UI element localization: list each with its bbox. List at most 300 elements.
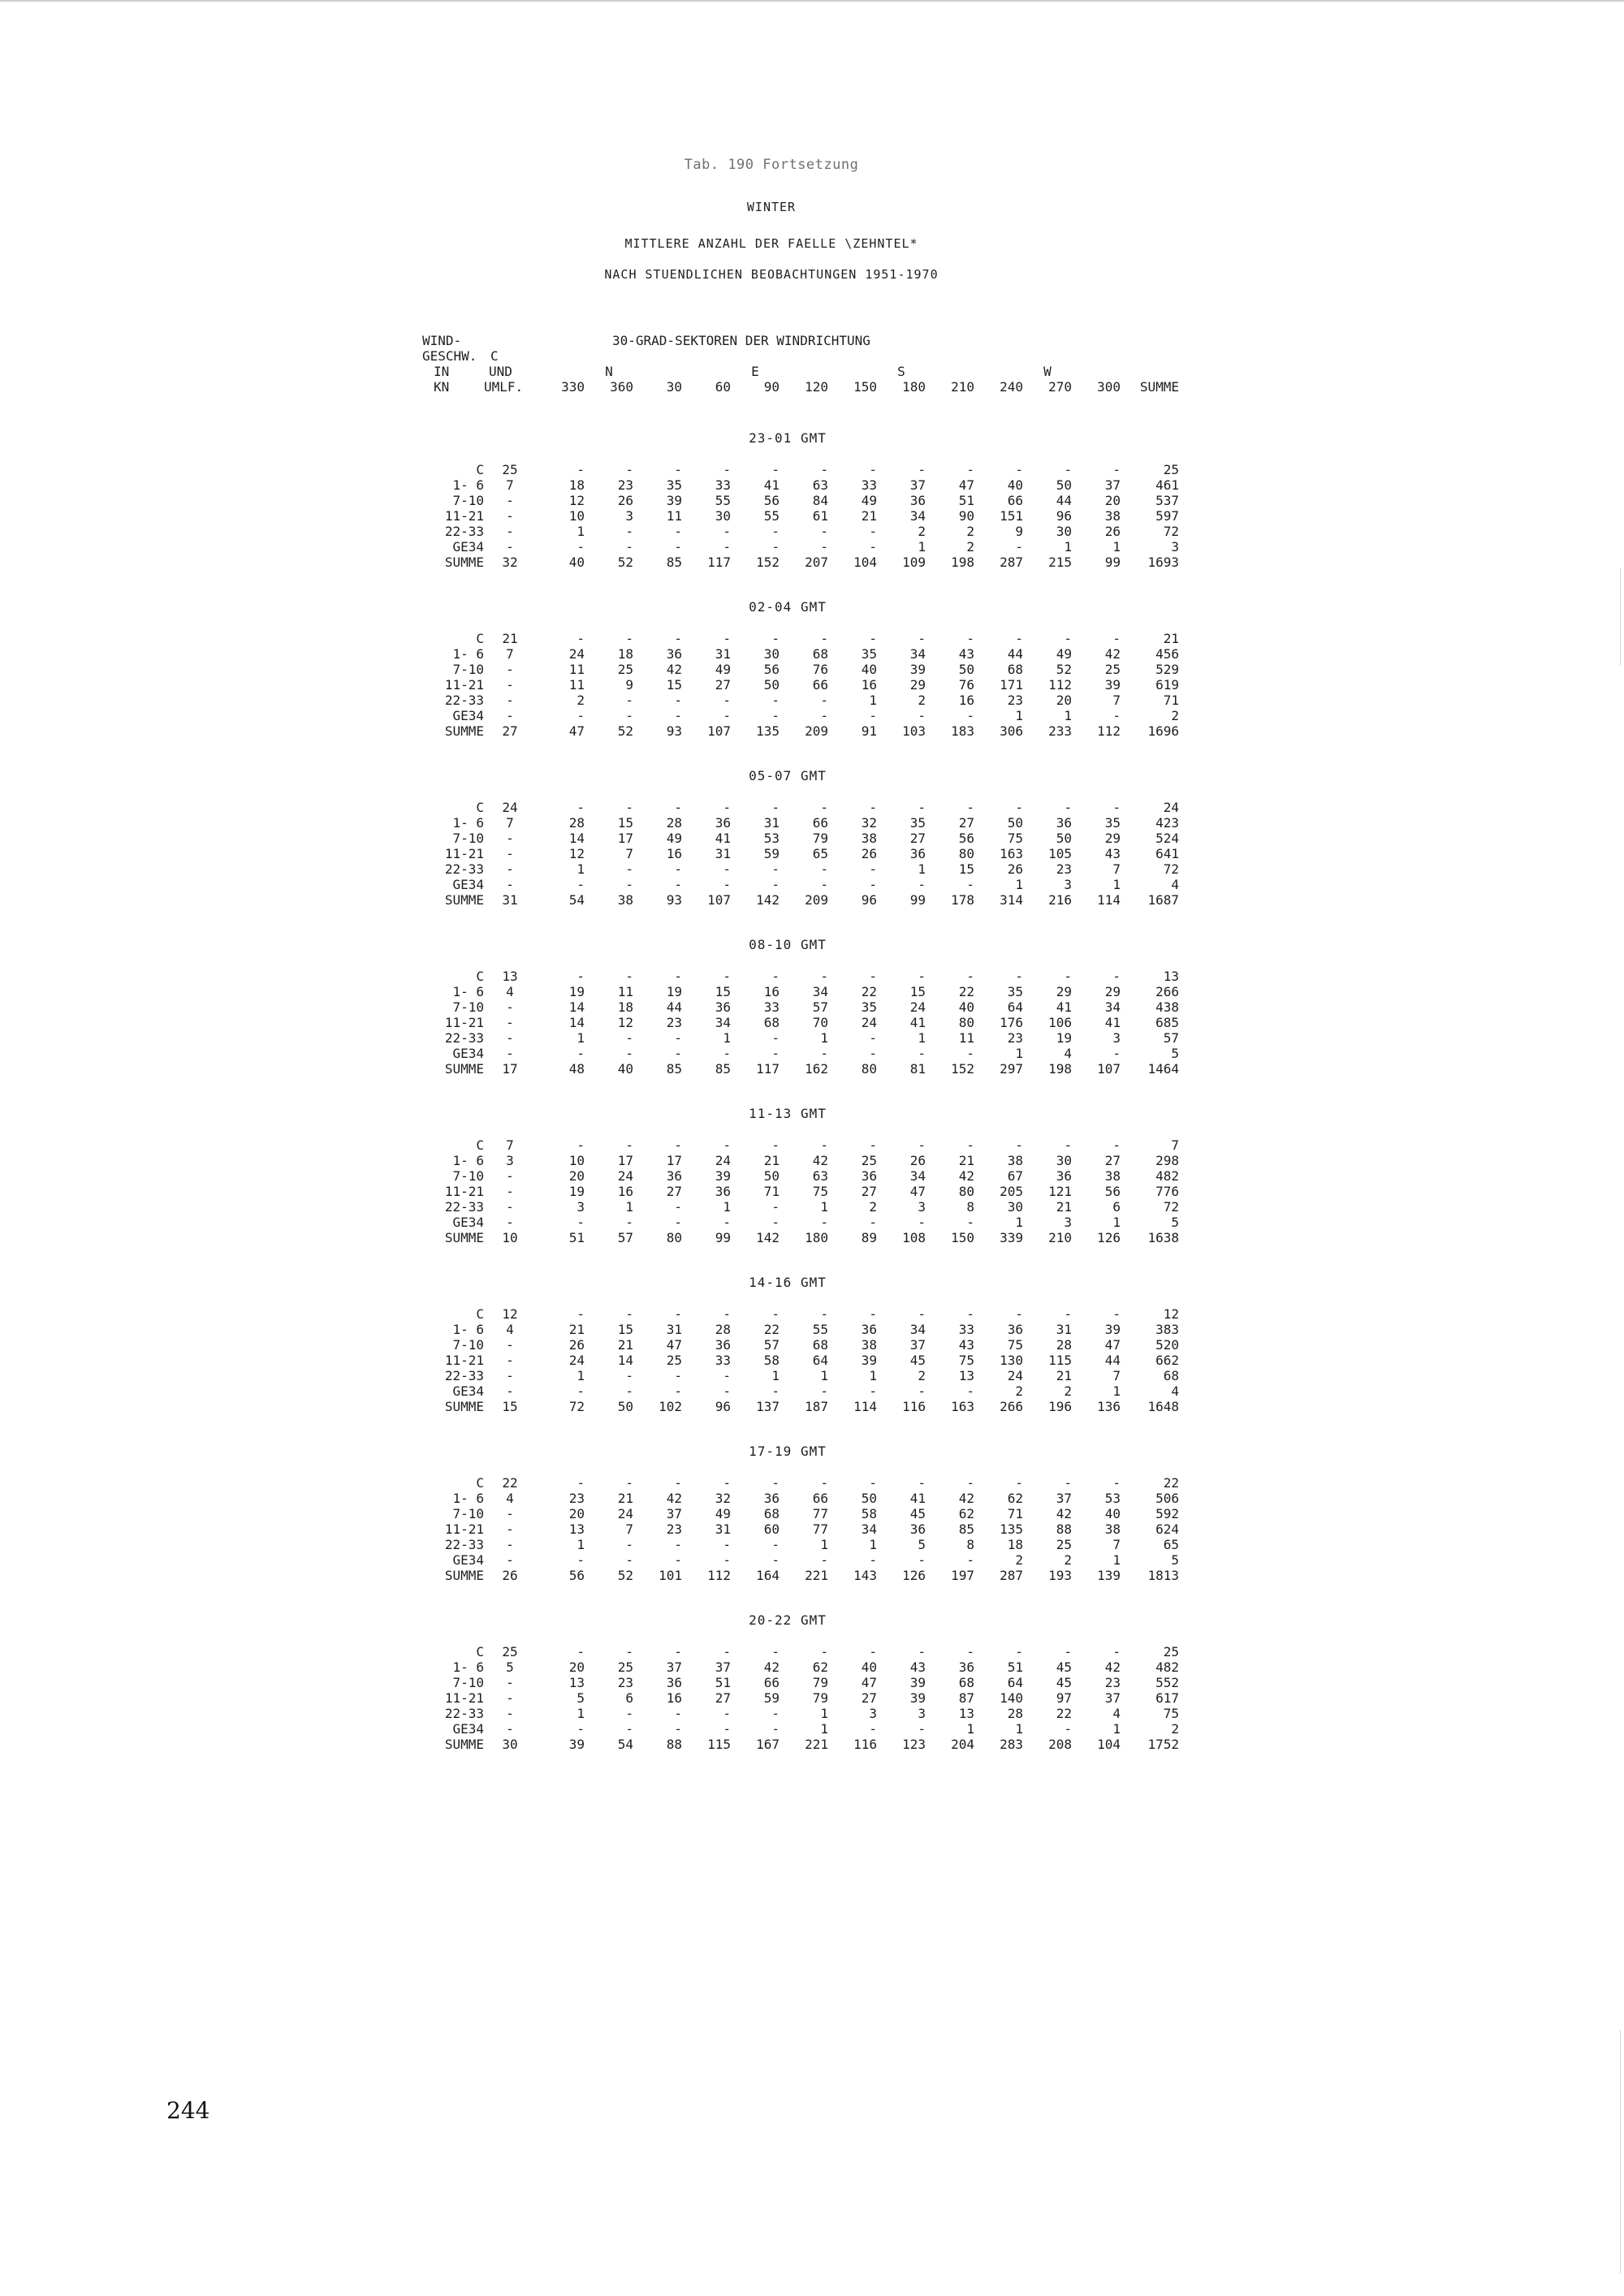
table-cell: -: [674, 969, 682, 984]
table-cell: -: [869, 1215, 877, 1230]
section-time-label: 08-10 GMT: [749, 937, 827, 952]
table-row: [422, 524, 1202, 539]
table-cell: -: [625, 1475, 633, 1491]
row-label: 22-33: [444, 524, 484, 539]
table-cell: 180: [805, 1230, 828, 1245]
table-cell: -: [771, 708, 780, 723]
table-cell: 35: [666, 477, 682, 493]
row-sum: 1693: [1147, 555, 1179, 570]
table-cell: 41: [909, 1015, 926, 1030]
table-cell: -: [771, 462, 780, 477]
table-cell: 38: [617, 892, 633, 908]
table-cell: 85: [666, 555, 682, 570]
table-cell: 42: [1056, 1506, 1072, 1521]
table-row: [422, 1659, 1202, 1675]
table-cell: 44: [1104, 1353, 1121, 1368]
table-cell: -: [869, 1721, 877, 1737]
table-cell: 7: [1112, 1537, 1121, 1552]
table-cell: 339: [1000, 1230, 1023, 1245]
table-cell: -: [577, 539, 585, 555]
table-cell: 30: [1056, 524, 1072, 539]
table-cell: 18: [568, 477, 585, 493]
table-cell: 137: [756, 1399, 780, 1414]
table-cell: 7: [1112, 861, 1121, 877]
table-cell: 42: [1104, 646, 1121, 662]
table-cell: 3: [577, 1199, 585, 1215]
table-cell: 207: [805, 555, 828, 570]
table-cell: 24: [617, 1168, 633, 1184]
table-cell: 5: [577, 1690, 585, 1706]
table-cell: 208: [1048, 1737, 1072, 1752]
row-label: 7-10: [452, 1506, 484, 1521]
row-label: 11-21: [444, 1690, 484, 1706]
table-cell: 10: [502, 1230, 518, 1245]
table-cell: 204: [951, 1737, 974, 1752]
time-section: [422, 768, 1202, 908]
table-cell: 23: [666, 1015, 682, 1030]
table-cell: 50: [1007, 815, 1023, 831]
table-cell: 36: [715, 1184, 731, 1199]
table-cell: 7: [625, 1521, 633, 1537]
table-row: [422, 1475, 1202, 1491]
table-cell: -: [869, 861, 877, 877]
table-cell: 32: [861, 815, 877, 831]
table-cell: 27: [1104, 1153, 1121, 1168]
table-cell: 70: [812, 1015, 828, 1030]
table-cell: 36: [1007, 1322, 1023, 1337]
table-cell: 96: [861, 892, 877, 908]
table-cell: 32: [715, 1491, 731, 1506]
header-wind: WIND-: [422, 333, 462, 348]
table-cell: 3: [1064, 1215, 1072, 1230]
row-label: 22-33: [444, 861, 484, 877]
table-cell: 36: [763, 1491, 780, 1506]
table-cell: 1: [577, 861, 585, 877]
row-sum: 619: [1155, 677, 1179, 693]
table-cell: 287: [1000, 555, 1023, 570]
header-sum: SUMME: [1139, 379, 1179, 395]
table-cell: 142: [756, 1230, 780, 1245]
sector-label: 30: [666, 379, 682, 395]
row-label: GE34: [452, 1046, 484, 1061]
table-cell: -: [1112, 800, 1121, 815]
table-cell: -: [506, 1353, 514, 1368]
table-cell: -: [869, 462, 877, 477]
table-cell: -: [506, 1030, 514, 1046]
table-cell: 1: [577, 1706, 585, 1721]
table-cell: 106: [1048, 1015, 1072, 1030]
table-cell: -: [869, 877, 877, 892]
header-and: UND: [489, 364, 512, 379]
table-cell: 1: [869, 1368, 877, 1383]
table-cell: -: [1064, 969, 1072, 984]
row-label: 22-33: [444, 1030, 484, 1046]
table-cell: -: [625, 1721, 633, 1737]
table-cell: -: [771, 539, 780, 555]
table-cell: -: [771, 1475, 780, 1491]
table-cell: 51: [1007, 1659, 1023, 1675]
table-cell: 49: [715, 1506, 731, 1521]
table-cell: -: [820, 877, 828, 892]
table-cell: 1: [820, 1706, 828, 1721]
row-label: C: [476, 1137, 484, 1153]
table-row: [422, 892, 1202, 908]
table-cell: -: [1064, 631, 1072, 646]
table-cell: 30: [1007, 1199, 1023, 1215]
table-cell: 1: [1015, 708, 1023, 723]
table-cell: 34: [909, 646, 926, 662]
table-row: [422, 999, 1202, 1015]
table-cell: 38: [1104, 1168, 1121, 1184]
table-cell: -: [506, 861, 514, 877]
table-cell: -: [771, 800, 780, 815]
table-cell: 50: [617, 1399, 633, 1414]
table-cell: 27: [861, 1690, 877, 1706]
table-cell: -: [820, 1046, 828, 1061]
row-label: SUMME: [444, 1230, 484, 1245]
table-cell: 14: [568, 999, 585, 1015]
table-cell: 33: [715, 1353, 731, 1368]
compass-label: E: [751, 364, 759, 379]
row-sum: 597: [1155, 508, 1179, 524]
table-row: [422, 800, 1202, 815]
table-cell: 18: [617, 999, 633, 1015]
table-cell: 266: [1000, 1399, 1023, 1414]
table-cell: -: [771, 877, 780, 892]
table-cell: 2: [918, 693, 926, 708]
table-cell: 17: [617, 831, 633, 846]
row-sum: 1813: [1147, 1568, 1179, 1583]
table-cell: -: [1015, 1644, 1023, 1659]
row-sum: 520: [1155, 1337, 1179, 1353]
table-cell: -: [771, 1137, 780, 1153]
table-cell: 66: [763, 1675, 780, 1690]
table-cell: -: [506, 877, 514, 892]
table-cell: -: [506, 1046, 514, 1061]
table-cell: -: [625, 708, 633, 723]
table-cell: -: [723, 1721, 731, 1737]
table-cell: 107: [707, 892, 731, 908]
table-cell: -: [506, 1168, 514, 1184]
row-sum: 423: [1155, 815, 1179, 831]
table-cell: 54: [568, 892, 585, 908]
table-cell: 104: [853, 555, 877, 570]
table-cell: -: [820, 1383, 828, 1399]
table-cell: 49: [1056, 646, 1072, 662]
table-cell: 19: [568, 1184, 585, 1199]
table-row: [422, 1644, 1202, 1659]
table-cell: -: [869, 524, 877, 539]
table-cell: 25: [1104, 662, 1121, 677]
table-cell: 41: [909, 1491, 926, 1506]
compass-label: [633, 364, 682, 379]
table-cell: -: [625, 877, 633, 892]
table-cell: 31: [763, 815, 780, 831]
row-label: 1- 6: [452, 477, 484, 493]
table-cell: 39: [1104, 677, 1121, 693]
table-cell: 51: [568, 1230, 585, 1245]
table-cell: -: [506, 1552, 514, 1568]
table-cell: 107: [1097, 1061, 1121, 1077]
table-row: [422, 693, 1202, 708]
table-cell: 37: [909, 477, 926, 493]
table-cell: 59: [763, 846, 780, 861]
table-cell: 4: [506, 1491, 514, 1506]
table-cell: 29: [1104, 984, 1121, 999]
table-cell: 62: [1007, 1491, 1023, 1506]
table-cell: -: [1015, 462, 1023, 477]
table-cell: -: [869, 969, 877, 984]
table-cell: 89: [861, 1230, 877, 1245]
table-cell: 27: [502, 723, 518, 739]
table-cell: 27: [861, 1184, 877, 1199]
table-cell: 16: [666, 846, 682, 861]
table-cell: -: [869, 1644, 877, 1659]
row-label: GE34: [452, 1215, 484, 1230]
header-in: IN: [434, 364, 450, 379]
table-cell: 19: [666, 984, 682, 999]
table-cell: 28: [568, 815, 585, 831]
table-cell: 93: [666, 723, 682, 739]
table-cell: -: [918, 1475, 926, 1491]
table-cell: 63: [812, 477, 828, 493]
table-cell: 59: [763, 1690, 780, 1706]
sector-label: 240: [1000, 379, 1023, 395]
table-cell: -: [506, 1215, 514, 1230]
table-cell: -: [625, 1215, 633, 1230]
table-cell: -: [625, 1030, 633, 1046]
table-cell: -: [918, 969, 926, 984]
table-cell: 26: [861, 846, 877, 861]
table-cell: 80: [861, 1061, 877, 1077]
table-cell: -: [820, 1475, 828, 1491]
row-sum: 5: [1171, 1552, 1179, 1568]
row-sum: 552: [1155, 1675, 1179, 1690]
table-cell: -: [918, 800, 926, 815]
row-sum: 776: [1155, 1184, 1179, 1199]
table-cell: 178: [951, 892, 974, 908]
table-cell: 91: [861, 723, 877, 739]
table-cell: 1: [577, 524, 585, 539]
table-cell: 117: [707, 555, 731, 570]
table-cell: 19: [1056, 1030, 1072, 1046]
table-cell: 42: [958, 1491, 974, 1506]
header-row-3: [422, 364, 1202, 379]
table-cell: 12: [617, 1015, 633, 1030]
table-cell: 37: [666, 1506, 682, 1521]
row-label: SUMME: [444, 1568, 484, 1583]
table-cell: -: [820, 861, 828, 877]
table-cell: 68: [812, 646, 828, 662]
table-cell: 162: [805, 1061, 828, 1077]
table-cell: -: [674, 1721, 682, 1737]
table-cell: 163: [1000, 846, 1023, 861]
table-cell: 23: [666, 1521, 682, 1537]
table-cell: 21: [861, 508, 877, 524]
table-cell: 2: [918, 524, 926, 539]
table-cell: 16: [861, 677, 877, 693]
table-row: [422, 1353, 1202, 1368]
row-label: 7-10: [452, 493, 484, 508]
table-cell: 33: [763, 999, 780, 1015]
table-row: [422, 1061, 1202, 1077]
row-sum: 71: [1163, 693, 1179, 708]
table-row: [422, 1015, 1202, 1030]
table-cell: 18: [1007, 1537, 1023, 1552]
table-cell: -: [918, 1552, 926, 1568]
table-cell: 23: [617, 1675, 633, 1690]
table-cell: 25: [666, 1353, 682, 1368]
table-cell: 47: [909, 1184, 926, 1199]
table-row: [422, 815, 1202, 831]
table-cell: 2: [1064, 1383, 1072, 1399]
row-label: 1- 6: [452, 1491, 484, 1506]
table-cell: -: [674, 539, 682, 555]
table-cell: -: [674, 1475, 682, 1491]
table-cell: 84: [812, 493, 828, 508]
table-cell: 40: [617, 1061, 633, 1077]
row-sum: 5: [1171, 1046, 1179, 1061]
table-cell: 221: [805, 1568, 828, 1583]
table-cell: 68: [763, 1506, 780, 1521]
table-cell: 233: [1048, 723, 1072, 739]
table-cell: 135: [1000, 1521, 1023, 1537]
row-label: SUMME: [444, 1737, 484, 1752]
table-cell: 44: [1056, 493, 1072, 508]
sector-label: 210: [951, 379, 974, 395]
table-cell: -: [506, 1721, 514, 1737]
table-cell: 283: [1000, 1737, 1023, 1752]
table-row: [422, 662, 1202, 677]
table-cell: 121: [1048, 1184, 1072, 1199]
table-cell: -: [918, 1644, 926, 1659]
table-cell: 20: [1104, 493, 1121, 508]
table-cell: -: [723, 877, 731, 892]
table-row: [422, 984, 1202, 999]
table-cell: -: [625, 1706, 633, 1721]
table-row: [422, 677, 1202, 693]
row-label: 11-21: [444, 1353, 484, 1368]
table-row: [422, 1322, 1202, 1337]
table-cell: 24: [617, 1506, 633, 1521]
table-cell: 96: [715, 1399, 731, 1414]
table-cell: -: [723, 1475, 731, 1491]
table-cell: 11: [617, 984, 633, 999]
table-cell: 12: [568, 493, 585, 508]
table-cell: 36: [666, 1675, 682, 1690]
row-label: 7-10: [452, 662, 484, 677]
table-cell: -: [674, 693, 682, 708]
table-cell: 13: [568, 1675, 585, 1690]
table-cell: -: [723, 1383, 731, 1399]
time-sections: [422, 430, 1202, 1752]
table-cell: 40: [1007, 477, 1023, 493]
table-cell: 1: [1112, 539, 1121, 555]
row-label: 1- 6: [452, 1153, 484, 1168]
table-cell: 11: [568, 677, 585, 693]
table-cell: 28: [1007, 1706, 1023, 1721]
table-row: [422, 1383, 1202, 1399]
table-cell: -: [869, 1046, 877, 1061]
sector-label: 60: [715, 379, 731, 395]
table-cell: 39: [568, 1737, 585, 1752]
table-cell: -: [918, 708, 926, 723]
table-cell: -: [869, 1383, 877, 1399]
table-cell: -: [506, 524, 514, 539]
table-cell: 108: [902, 1230, 926, 1245]
table-cell: 88: [666, 1737, 682, 1752]
table-cell: -: [966, 462, 974, 477]
table-row: [422, 508, 1202, 524]
table-cell: -: [674, 1046, 682, 1061]
table-cell: 45: [909, 1506, 926, 1521]
table-cell: 36: [715, 999, 731, 1015]
table-cell: 36: [861, 1168, 877, 1184]
table-cell: 26: [909, 1153, 926, 1168]
row-label: 22-33: [444, 1199, 484, 1215]
row-label: 1- 6: [452, 984, 484, 999]
table-cell: 171: [1000, 677, 1023, 693]
row-label: 1- 6: [452, 646, 484, 662]
table-cell: 117: [756, 1061, 780, 1077]
table-cell: 35: [861, 646, 877, 662]
table-cell: 205: [1000, 1184, 1023, 1199]
compass-label: [536, 364, 585, 379]
table-cell: 50: [763, 677, 780, 693]
table-cell: 31: [666, 1322, 682, 1337]
table-row: [422, 1675, 1202, 1690]
table-cell: 21: [617, 1491, 633, 1506]
table-cell: 62: [812, 1659, 828, 1675]
table-cell: 23: [617, 477, 633, 493]
table-cell: -: [966, 631, 974, 646]
row-sum: 537: [1155, 493, 1179, 508]
table-cell: 130: [1000, 1353, 1023, 1368]
table-cell: -: [966, 969, 974, 984]
table-cell: -: [1112, 631, 1121, 646]
table-cell: -: [771, 524, 780, 539]
table-cell: -: [506, 677, 514, 693]
row-sum: 21: [1163, 631, 1179, 646]
table-cell: -: [674, 1383, 682, 1399]
table-cell: 2: [869, 1199, 877, 1215]
table-cell: 1: [577, 1030, 585, 1046]
table-cell: 36: [909, 1521, 926, 1537]
row-sum: 662: [1155, 1353, 1179, 1368]
table-row: [422, 1491, 1202, 1506]
table-cell: 28: [715, 1322, 731, 1337]
table-cell: 209: [805, 723, 828, 739]
table-cell: 72: [568, 1399, 585, 1414]
table-cell: -: [771, 1721, 780, 1737]
table-cell: 66: [812, 815, 828, 831]
row-label: SUMME: [444, 1061, 484, 1077]
table-cell: 85: [715, 1061, 731, 1077]
table-cell: 31: [715, 1521, 731, 1537]
table-cell: 68: [812, 1337, 828, 1353]
table-cell: 28: [1056, 1337, 1072, 1353]
table-cell: 10: [568, 508, 585, 524]
table-cell: 102: [659, 1399, 682, 1414]
table-cell: 1: [1015, 877, 1023, 892]
table-caption: Tab. 190 Fortsetzung: [684, 157, 859, 173]
table-cell: -: [625, 462, 633, 477]
table-row: [422, 555, 1202, 570]
table-cell: 25: [617, 662, 633, 677]
table-cell: 96: [1056, 508, 1072, 524]
table-cell: 1: [1064, 539, 1072, 555]
table-cell: 27: [666, 1184, 682, 1199]
